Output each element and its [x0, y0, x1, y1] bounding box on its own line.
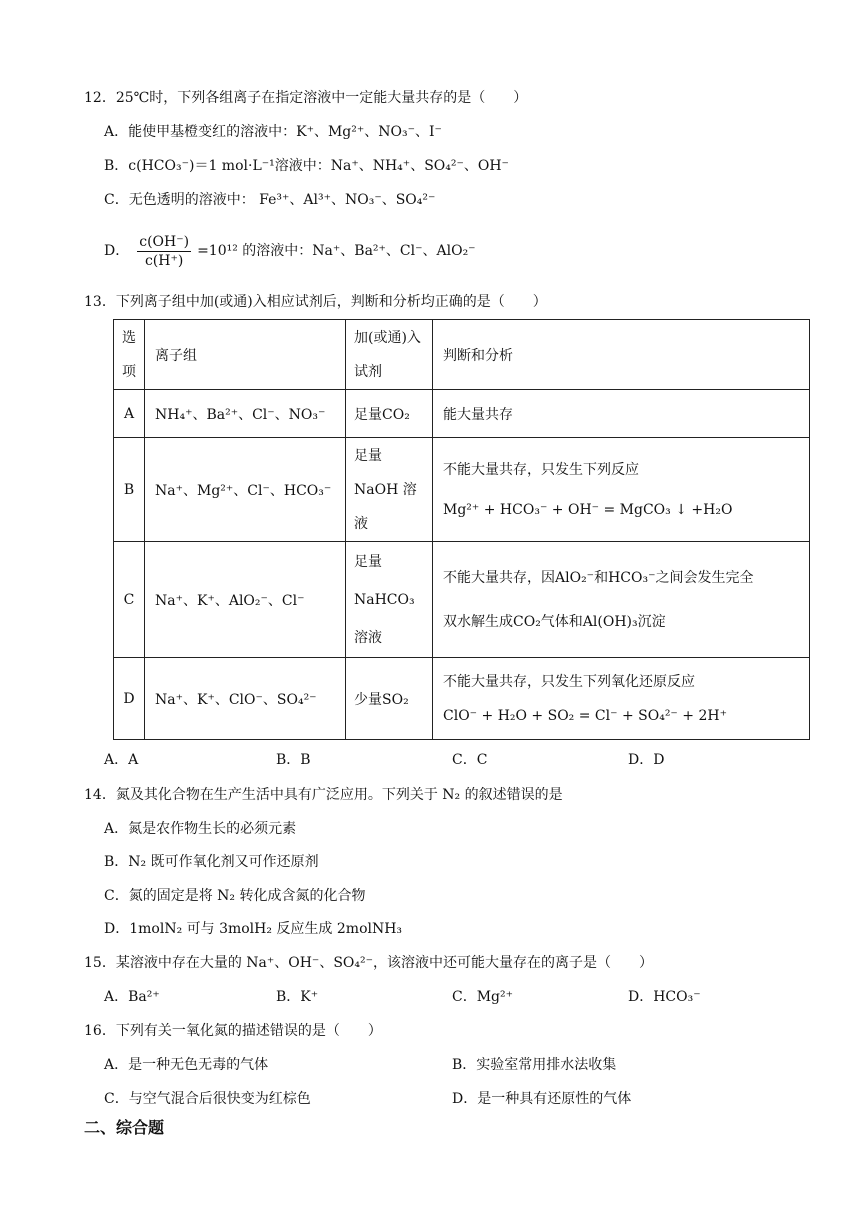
row-analysis	[433, 438, 810, 542]
q12-option-a: A．能使甲基橙变红的溶液中：K⁺、Mg²⁺、NO₃⁻、I⁻	[104, 124, 442, 140]
q15-answers	[104, 987, 804, 1007]
row-ions: Na⁺、K⁺、ClO⁻、SO₄²⁻	[145, 658, 346, 740]
analysis-line1: 不能大量共存，只发生下列反应	[443, 461, 639, 478]
header-option-line1: 选	[122, 329, 136, 346]
header-option-line2: 项	[122, 363, 136, 380]
q16-option-a: A．是一种无色无毒的气体	[104, 1057, 269, 1073]
q13-stem: 13．下列离子组中加(或通)入相应试剂后，判断和分析均正确的是（ ）	[84, 294, 547, 310]
reagent-line3: 液	[354, 515, 368, 532]
q12-option-d-label: D．	[104, 243, 130, 259]
q16-option-d: D．是一种具有还原性的气体	[452, 1091, 632, 1107]
table-row	[114, 658, 810, 740]
row-reagent	[346, 438, 433, 542]
row-reagent: 少量SO₂	[346, 658, 433, 740]
section-title: 二、综合题	[84, 1118, 165, 1137]
reagent-line2: NaOH 溶	[354, 481, 417, 498]
header-analysis-cell: 判断和分析	[433, 320, 810, 390]
analysis-equation: Mg²⁺ + HCO₃⁻ + OH⁻ = MgCO₃ ↓ +H₂O	[443, 501, 733, 518]
q16-option-b: B．实验室常用排水法收集	[452, 1057, 617, 1073]
row-analysis	[433, 542, 810, 658]
q13-answers	[104, 750, 804, 770]
header-option-cell	[114, 320, 145, 390]
q15-answer-d: D．HCO₃⁻	[628, 989, 701, 1005]
q14-option-d: D．1molN₂ 可与 3molH₂ 反应生成 2molNH₃	[104, 921, 403, 937]
q15-answer-b: B．K⁺	[276, 989, 319, 1005]
header-ions-cell: 离子组	[145, 320, 346, 390]
q12-option-d	[104, 232, 476, 270]
row-ions: Na⁺、Mg²⁺、Cl⁻、HCO₃⁻	[145, 438, 346, 542]
q13-table	[113, 319, 810, 740]
reagent-line3: 溶液	[354, 629, 382, 646]
header-reagent-line2: 试剂	[354, 363, 382, 380]
analysis-line2: 双水解生成CO₂气体和Al(OH)₃沉淀	[443, 613, 666, 630]
table-row	[114, 542, 810, 658]
q12-fraction-denominator: c(H⁺)	[144, 252, 184, 269]
row-analysis: 能大量共存	[433, 390, 810, 438]
table-row	[114, 390, 810, 438]
q14-option-a: A．氮是农作物生长的必须元素	[104, 821, 297, 837]
q12-option-c: C．无色透明的溶液中： Fe³⁺、Al³⁺、NO₃⁻、SO₄²⁻	[104, 192, 436, 208]
row-option: A	[114, 390, 145, 438]
q16-stem: 16．下列有关一氧化氮的描述错误的是（ ）	[84, 1023, 382, 1039]
reagent-line1: 足量	[354, 553, 382, 570]
q14-stem: 14．氮及其化合物在生产生活中具有广泛应用。下列关于 N₂ 的叙述错误的是	[84, 787, 563, 803]
row-reagent	[346, 542, 433, 658]
q14-option-c: C．氮的固定是将 N₂ 转化成含氮的化合物	[104, 888, 366, 904]
row-ions: Na⁺、K⁺、AlO₂⁻、Cl⁻	[145, 542, 346, 658]
table-row	[114, 438, 810, 542]
q13-answer-d: D．D	[628, 752, 665, 768]
q12-fraction-numerator: c(OH⁻)	[139, 233, 190, 250]
q12-stem: 12．25℃时，下列各组离子在指定溶液中一定能大量共存的是（ ）	[84, 90, 528, 106]
q15-stem: 15．某溶液中存在大量的 Na⁺、OH⁻、SO₄²⁻，该溶液中还可能大量存在的离子是（ ）	[84, 955, 654, 971]
reagent-line1: 足量	[354, 447, 382, 464]
row-option: D	[114, 658, 145, 740]
row-reagent: 足量CO₂	[346, 390, 433, 438]
q12-fraction	[137, 233, 191, 270]
q15-answer-c: C．Mg²⁺	[452, 989, 514, 1005]
q12-option-b: B．c(HCO₃⁻)＝1 mol·L⁻¹溶液中：Na⁺、NH₄⁺、SO₄²⁻、OH⁻	[104, 158, 509, 174]
analysis-line1: 不能大量共存，因AlO₂⁻和HCO₃⁻之间会发生完全	[443, 569, 754, 586]
row-analysis	[433, 658, 810, 740]
row-option: C	[114, 542, 145, 658]
q16-option-c: C．与空气混合后很快变为红棕色	[104, 1091, 311, 1107]
q12-option-d-text: =10¹² 的溶液中：Na⁺、Ba²⁺、Cl⁻、AlO₂⁻	[197, 243, 476, 259]
q13-answer-a: A．A	[104, 752, 139, 768]
reagent-line2: NaHCO₃	[354, 591, 415, 608]
header-reagent-line1: 加(或通)入	[354, 329, 421, 346]
row-ions: NH₄⁺、Ba²⁺、Cl⁻、NO₃⁻	[145, 390, 346, 438]
header-reagent-cell	[346, 320, 433, 390]
row-option: B	[114, 438, 145, 542]
analysis-equation: ClO⁻ + H₂O + SO₂ = Cl⁻ + SO₄²⁻ + 2H⁺	[443, 707, 727, 724]
q13-answer-c: C．C	[452, 752, 488, 768]
analysis-line1: 不能大量共存，只发生下列氧化还原反应	[443, 673, 695, 690]
q13-answer-b: B．B	[276, 752, 311, 768]
q15-answer-a: A．Ba²⁺	[104, 989, 160, 1005]
table-header-row	[114, 320, 810, 390]
q14-option-b: B．N₂ 既可作氧化剂又可作还原剂	[104, 854, 319, 870]
